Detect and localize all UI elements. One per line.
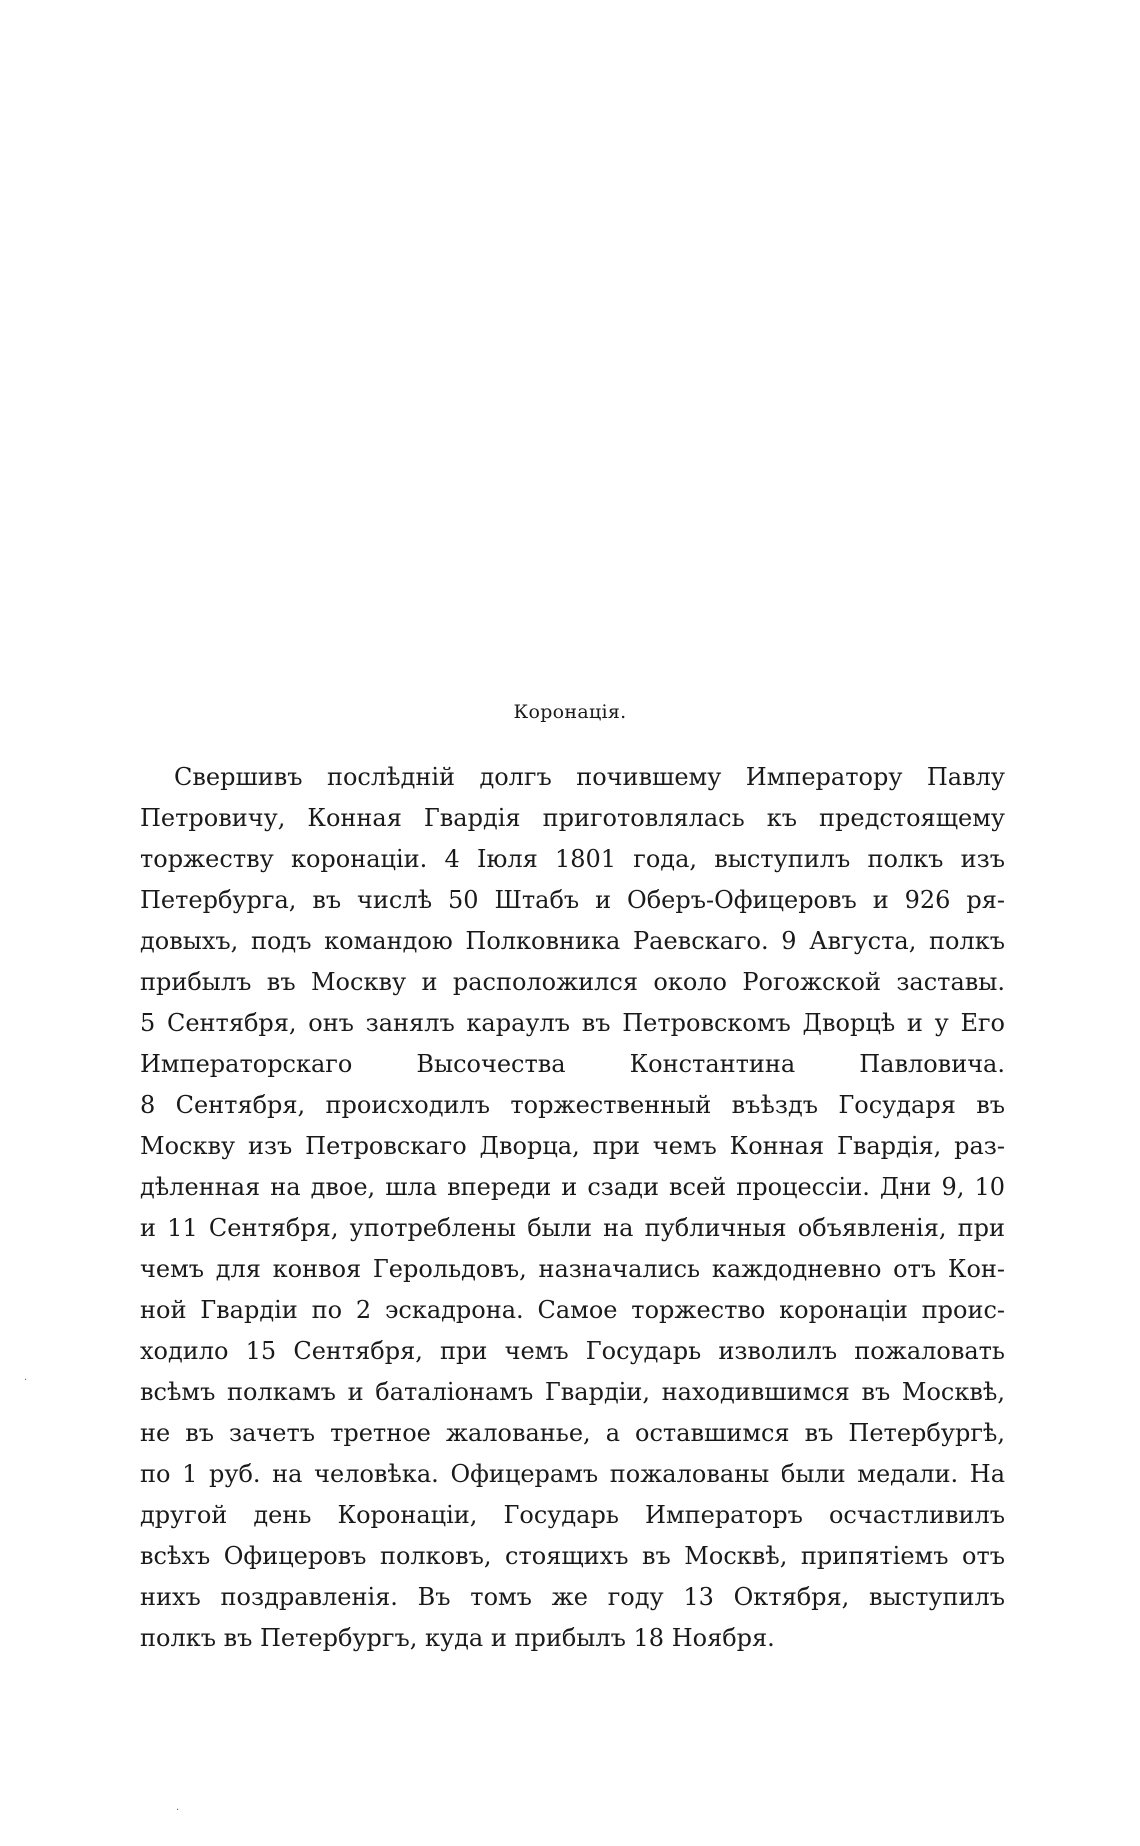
text-line: нихъ поздравленія. Въ томъ же году 13 Октября, выступилъ — [140, 1583, 1005, 1611]
text-line: торжеству коронаціи. 4 Іюля 1801 года, выступилъ полкъ изъ — [140, 845, 1005, 873]
text-line: ной Гвардіи по 2 эскадрона. Самое торжество коронаціи проис- — [140, 1296, 1005, 1324]
text-line: 5 Сентября, онъ занялъ караулъ въ Петровскомъ Дворцѣ и у Его — [140, 1009, 1005, 1037]
margin-speck: · — [24, 1375, 28, 1386]
text-line: полкъ въ Петербургъ, куда и прибылъ 18 Ноября. — [140, 1624, 775, 1652]
text-line: Петровичу, Конная Гвардія приготовлялась къ предстоящему — [140, 804, 1005, 832]
text-line: довыхъ, подъ командою Полковника Раевскаго. 9 Августа, полкъ — [140, 927, 1005, 955]
body-paragraph — [140, 757, 1005, 1659]
text-line: Свершивъ послѣдній долгъ почившему Императору Павлу — [174, 763, 1005, 791]
text-line: дѣленная на двое, шла впереди и сзади всей процессіи. Дни 9, 10 — [140, 1173, 1005, 1201]
margin-speck: · — [176, 1805, 180, 1816]
text-line: ходило 15 Сентября, при чемъ Государь изволилъ пожаловать — [140, 1337, 1005, 1365]
text-line: всѣмъ полкамъ и баталіонамъ Гвардіи, находившимся въ Москвѣ, — [140, 1378, 1005, 1406]
text-line: всѣхъ Офицеровъ полковъ, стоящихъ въ Москвѣ, припятіемъ отъ — [140, 1542, 1005, 1570]
text-line: другой день Коронаціи, Государь Императоръ осчастливилъ — [140, 1501, 1005, 1529]
text-line: прибылъ въ Москву и расположился около Рогожской заставы. — [140, 968, 1005, 996]
text-line: не въ зачетъ третное жалованье, а оставшимся въ Петербургѣ, — [140, 1419, 1005, 1447]
text-line: 8 Сентября, происходилъ торжественный въѣздъ Государя въ — [140, 1091, 1005, 1119]
text-line: чемъ для конвоя Герольдовъ, назначались каждодневно отъ Кон- — [140, 1255, 1005, 1283]
text-line: Москву изъ Петровскаго Дворца, при чемъ Конная Гвардія, раз- — [140, 1132, 1005, 1160]
text-line: и 11 Сентября, употреблены были на публичныя объявленія, при — [140, 1214, 1005, 1242]
page-heading: Коронація. — [513, 701, 627, 723]
text-line: по 1 руб. на человѣка. Офицерамъ пожалованы были медали. На — [140, 1460, 1005, 1488]
text-line: Петербурга, въ числѣ 50 Штабъ и Оберъ-Офицеровъ и 926 ря- — [140, 886, 1005, 914]
text-line: Императорскаго Высочества Константина Павловича. — [140, 1050, 1005, 1078]
